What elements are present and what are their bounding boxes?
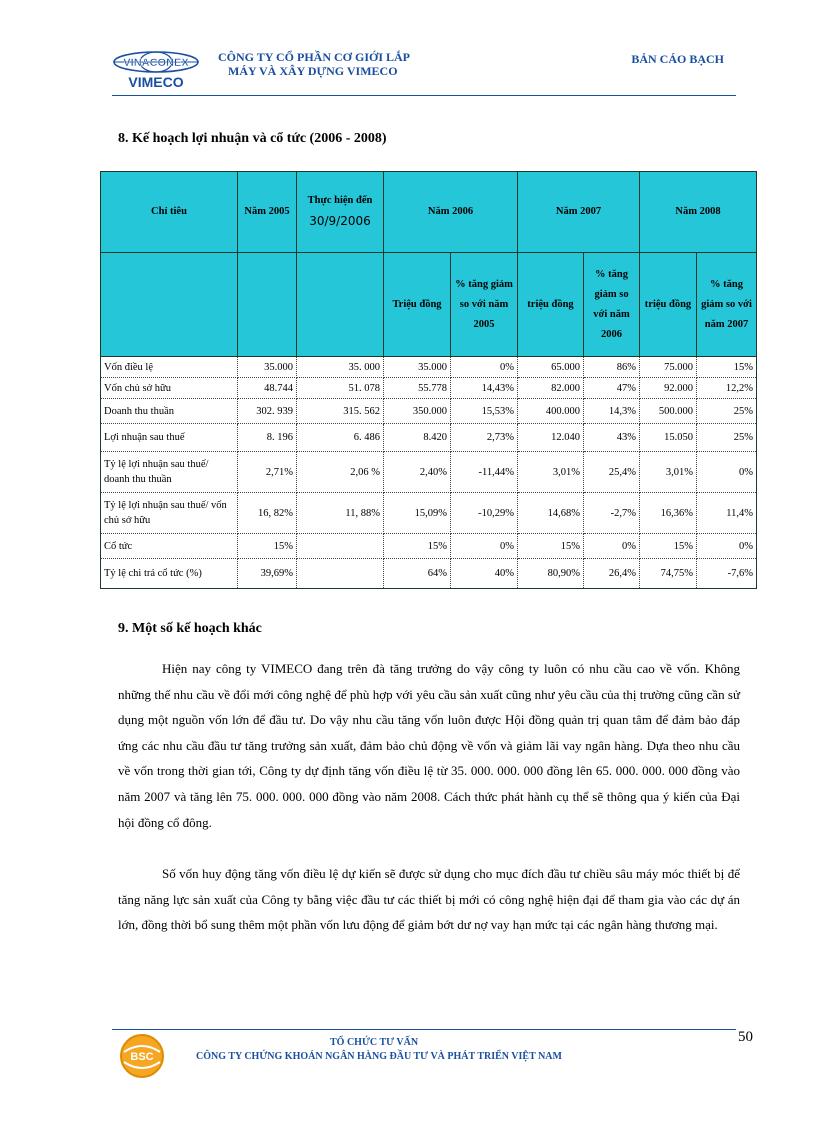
subheader-empty [297, 253, 384, 357]
cell-y2008: 500.000 [640, 399, 697, 424]
cell-p2006: 0% [451, 534, 518, 559]
cell-thuc-hien [297, 534, 384, 559]
cell-y2007: 82.000 [518, 378, 584, 399]
table-row [101, 493, 757, 534]
subheader-empty [101, 253, 238, 357]
cell-y2008: 16,36% [640, 493, 697, 534]
profit-dividend-plan-table [100, 171, 757, 589]
header-thuc-hien-label: Thực hiện đến [307, 195, 373, 206]
row-label: Vốn chủ sở hữu [101, 378, 238, 399]
table-row [101, 424, 757, 452]
logo-top-text: VINACONEX [123, 57, 189, 69]
cell-y2008: 15% [640, 534, 697, 559]
cell-thuc-hien: 35. 000 [297, 357, 384, 378]
table-body [101, 357, 757, 589]
cell-p2008: 25% [697, 399, 757, 424]
cell-y2005: 39,69% [238, 559, 297, 589]
section-8-title: 8. Kế hoạch lợi nhuận và cổ tức (2006 - 2008) [118, 131, 387, 146]
cell-y2006: 64% [384, 559, 451, 589]
subheader-2008-pct: % tăng giảm so với năm 2007 [697, 253, 757, 357]
cell-p2007: 86% [584, 357, 640, 378]
bsc-logo-text: BSC [130, 1051, 154, 1063]
cell-p2007: 0% [584, 534, 640, 559]
cell-y2006: 2,40% [384, 452, 451, 493]
table-row [101, 357, 757, 378]
section-9-title: 9. Một số kế hoạch khác [118, 621, 262, 636]
footer-divider [112, 1029, 736, 1030]
cell-y2005: 302. 939 [238, 399, 297, 424]
logo-bottom-text: VIMECO [128, 74, 184, 90]
cell-y2007: 15% [518, 534, 584, 559]
cell-p2006: 0% [451, 357, 518, 378]
header-2005: Năm 2005 [238, 172, 297, 253]
cell-y2008: 3,01% [640, 452, 697, 493]
header-chi-tieu: Chỉ tiêu [101, 172, 238, 253]
cell-y2007: 400.000 [518, 399, 584, 424]
row-label: Vốn điều lệ [101, 357, 238, 378]
subheader-2008-value: triệu đồng [640, 253, 697, 357]
page-number: 50 [738, 1029, 753, 1045]
company-name [218, 50, 458, 78]
table-row [101, 559, 757, 589]
cell-p2007: -2,7% [584, 493, 640, 534]
footer-company-name: CÔNG TY CHỨNG KHOÁN NGÂN HÀNG ĐẦU TƯ VÀ PHÁT TRIỂN VIỆT NAM [196, 1051, 562, 1062]
header-thuc-hien [297, 172, 384, 253]
row-label: Lợi nhuận sau thuế [101, 424, 238, 452]
paragraph-1-text: Hiện nay công ty VIMECO đang trên đà tăng trưởng do vậy công ty luôn có nhu cầu cao về vốn. Không những thế nhu cầu về đổi mới công nghệ để phù hợp với yêu cầu sản xuất cũng như yêu cầu của thị trường cũng cần sử dụng một nguồn vốn lớn để đầu tư. Do vậy nhu cầu tăng vốn luôn được Hội đồng quản trị quan tâm để đảm bảo đáp ứng các nhu cầu đầu tư tăng trưởng sản xuất, đảm bảo chủ động về vốn và giảm lãi vay ngân hàng. Dựa theo nhu cầu về vốn trong thời gian tới, Công ty dự định tăng vốn điều lệ từ 35. 000. 000. 000 đồng lên 65. 000. 000. 000 đồng vào năm 2007 và tăng lên 75. 000. 000. 000 đồng vào năm 2008. Cách thức phát hành cụ thể sẽ thông qua ý kiến của Đại hội đồng cổ đông. [118, 661, 740, 830]
cell-p2008: 0% [697, 452, 757, 493]
subheader-empty [238, 253, 297, 357]
cell-thuc-hien: 51. 078 [297, 378, 384, 399]
cell-thuc-hien: 11, 88% [297, 493, 384, 534]
cell-y2006: 15,09% [384, 493, 451, 534]
header-2008: Năm 2008 [640, 172, 757, 253]
cell-thuc-hien: 315. 562 [297, 399, 384, 424]
paragraph-2 [118, 861, 740, 938]
cell-y2005: 15% [238, 534, 297, 559]
company-name-line1: CÔNG TY CỔ PHẦN CƠ GIỚI LẮP [218, 50, 411, 64]
cell-p2007: 26,4% [584, 559, 640, 589]
document-type: BẢN CÁO BẠCH [631, 52, 724, 66]
header-thuc-hien-date: 30/9/2006 [309, 214, 371, 228]
subheader-2006-pct: % tăng giảm so với năm 2005 [451, 253, 518, 357]
paragraph-1 [118, 656, 740, 835]
row-label: Tỷ lệ lợi nhuận sau thuế/ doanh thu thuần [101, 452, 238, 493]
cell-y2008: 92.000 [640, 378, 697, 399]
company-name-line2: MÁY VÀ XÂY DỰNG VIMECO [228, 64, 398, 78]
header-divider [112, 95, 736, 96]
cell-p2008: 0% [697, 534, 757, 559]
page-header [112, 44, 736, 98]
cell-y2005: 35.000 [238, 357, 297, 378]
cell-y2007: 80,90% [518, 559, 584, 589]
cell-thuc-hien: 6. 486 [297, 424, 384, 452]
table-row [101, 534, 757, 559]
cell-y2005: 16, 82% [238, 493, 297, 534]
cell-thuc-hien: 2,06 % [297, 452, 384, 493]
cell-p2006: 15,53% [451, 399, 518, 424]
header-2006: Năm 2006 [384, 172, 518, 253]
cell-y2008: 15.050 [640, 424, 697, 452]
cell-y2006: 350.000 [384, 399, 451, 424]
cell-p2006: 2,73% [451, 424, 518, 452]
footer-advisor-label: TỔ CHỨC TƯ VẤN [330, 1037, 419, 1048]
cell-p2007: 14,3% [584, 399, 640, 424]
cell-p2008: 15% [697, 357, 757, 378]
cell-p2007: 47% [584, 378, 640, 399]
cell-y2005: 8. 196 [238, 424, 297, 452]
subheader-2007-value: triệu đồng [518, 253, 584, 357]
cell-p2008: 25% [697, 424, 757, 452]
cell-y2006: 35.000 [384, 357, 451, 378]
subheader-2006-value: Triệu đồng [384, 253, 451, 357]
cell-p2008: 11,4% [697, 493, 757, 534]
row-label: Cổ tức [101, 534, 238, 559]
cell-y2006: 8.420 [384, 424, 451, 452]
vinaconex-vimeco-logo [112, 47, 200, 91]
table-subheader-row [101, 253, 757, 357]
row-label: Tỷ lệ chi trả cổ tức (%) [101, 559, 238, 589]
cell-p2006: -11,44% [451, 452, 518, 493]
row-label: Tỷ lệ lợi nhuận sau thuế/ vốn chủ sở hữu [101, 493, 238, 534]
subheader-2007-pct: % tăng giảm so với năm 2006 [584, 253, 640, 357]
cell-y2006: 55.778 [384, 378, 451, 399]
cell-p2008: 12,2% [697, 378, 757, 399]
header-2007: Năm 2007 [518, 172, 640, 253]
cell-y2007: 3,01% [518, 452, 584, 493]
cell-y2008: 75.000 [640, 357, 697, 378]
cell-p2007: 43% [584, 424, 640, 452]
paragraph-2-text: Số vốn huy động tăng vốn điều lệ dự kiến sẽ được sử dụng cho mục đích đầu tư chiều sâu máy móc thiết bị để tăng năng lực sản xuất của Công ty bằng việc đầu tư các thiết bị mới có công nghệ hiện đại để tham gia vào các dự án lớn, đồng thời bổ sung thêm một phần vốn lưu động để giảm bớt dư nợ vay hạn mức tại các ngân hàng thương mại. [118, 866, 740, 933]
row-label: Doanh thu thuần [101, 399, 238, 424]
cell-y2007: 65.000 [518, 357, 584, 378]
table-row [101, 378, 757, 399]
cell-y2007: 14,68% [518, 493, 584, 534]
table-row [101, 452, 757, 493]
cell-p2006: -10,29% [451, 493, 518, 534]
cell-thuc-hien [297, 559, 384, 589]
bsc-logo [118, 1032, 166, 1080]
cell-y2005: 2,71% [238, 452, 297, 493]
cell-p2006: 40% [451, 559, 518, 589]
cell-y2008: 74,75% [640, 559, 697, 589]
table-header-row [101, 172, 757, 253]
cell-y2006: 15% [384, 534, 451, 559]
cell-p2007: 25,4% [584, 452, 640, 493]
table-row [101, 399, 757, 424]
cell-p2008: -7,6% [697, 559, 757, 589]
cell-y2005: 48.744 [238, 378, 297, 399]
cell-p2006: 14,43% [451, 378, 518, 399]
cell-y2007: 12.040 [518, 424, 584, 452]
